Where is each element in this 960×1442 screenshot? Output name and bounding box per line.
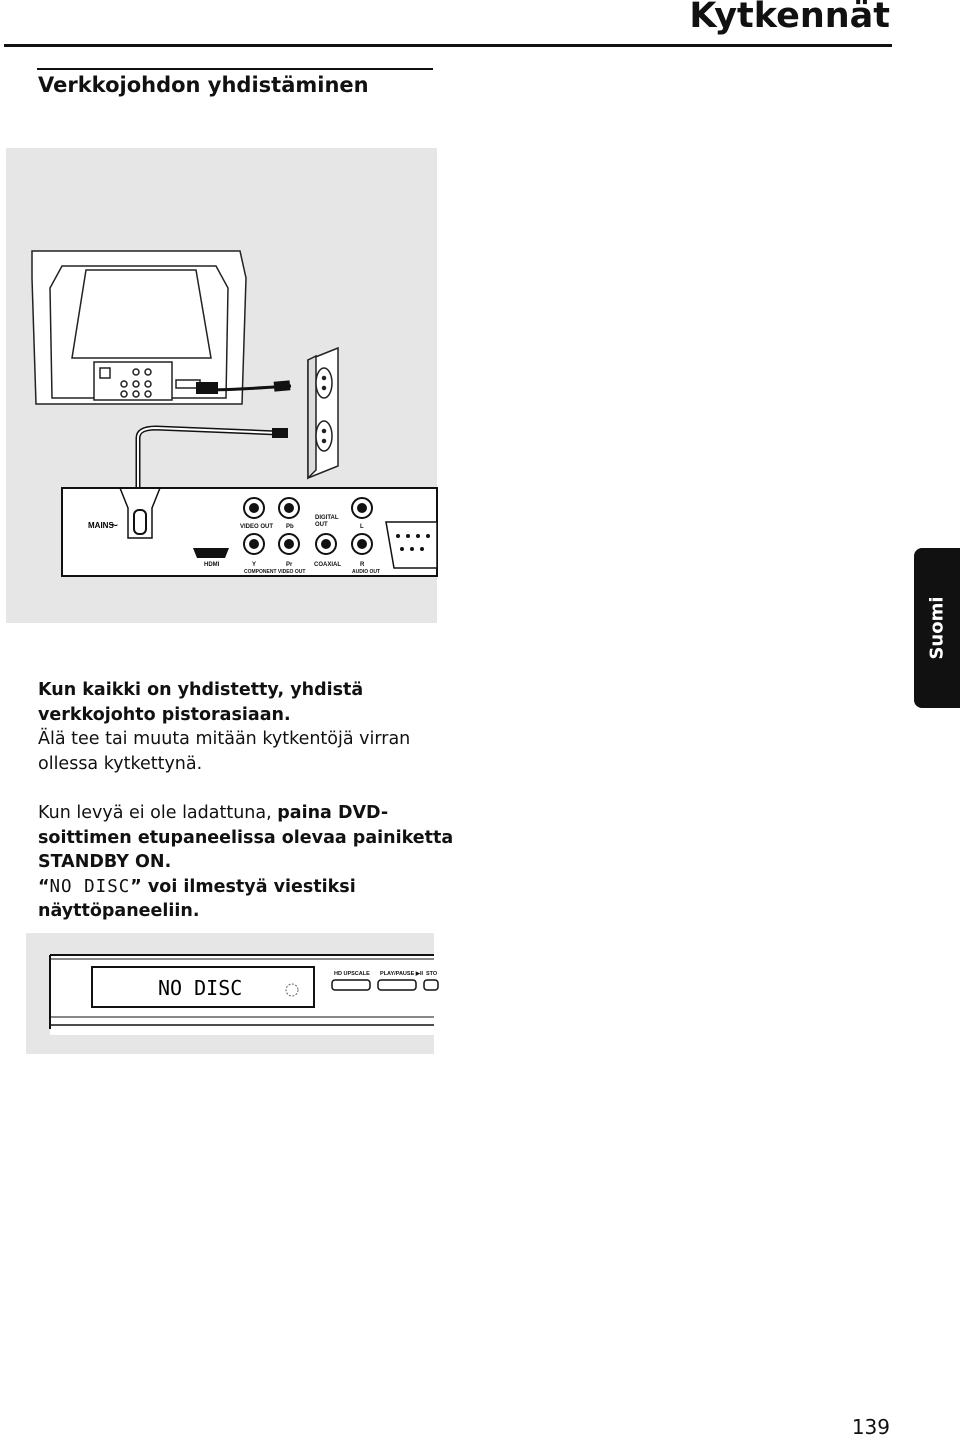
mains-label: MAINS bbox=[88, 521, 114, 530]
paragraph-2-end: voi ilmestyä viestiksi näyttöpaneeliin. bbox=[38, 876, 356, 921]
button-label-hd-upscale: HD UPSCALE bbox=[334, 971, 370, 977]
section-title: Verkkojohdon yhdistäminen bbox=[38, 73, 369, 97]
page-header-title: Kytkennät bbox=[689, 0, 890, 36]
quote-open: “ bbox=[38, 876, 50, 897]
button-label-play-pause: PLAY/PAUSE ▶II bbox=[380, 971, 424, 977]
page-number: 139 bbox=[851, 1415, 890, 1439]
button-label-stop: STO bbox=[426, 971, 438, 977]
label-pr: Pr bbox=[286, 562, 293, 568]
display-message: NO DISC bbox=[49, 876, 131, 897]
quote-close: ” bbox=[130, 876, 142, 897]
label-component-video-out: COMPONENT VIDEO OUT bbox=[244, 569, 306, 575]
label-coaxial: COAXIAL bbox=[314, 562, 341, 568]
front-panel-illustration bbox=[26, 933, 438, 1054]
label-digital: DIGITAL bbox=[315, 515, 339, 521]
paragraph-standby bbox=[38, 801, 458, 924]
play-pause-button bbox=[378, 980, 416, 990]
stop-button bbox=[424, 980, 438, 990]
label-pb: Pb bbox=[286, 524, 294, 530]
paragraph-2-bold: paina DVD-soittimen etupaneelissa olevaa painiketta STANDBY ON. bbox=[38, 803, 454, 872]
label-l: L bbox=[360, 524, 364, 530]
wall-socket-icon bbox=[308, 348, 338, 478]
tv-back-icon bbox=[32, 251, 246, 404]
paragraph-2-start: Kun levyä ei ole ladattuna, bbox=[38, 803, 278, 823]
label-video-out: VIDEO OUT bbox=[240, 524, 274, 530]
language-tab-label: Suomi bbox=[926, 596, 948, 660]
lcd-display-text: NO DISC bbox=[158, 976, 243, 1000]
connection-illustration bbox=[6, 148, 437, 623]
label-r: R bbox=[360, 562, 365, 568]
label-y: Y bbox=[252, 562, 257, 568]
label-audio-out: AUDIO OUT bbox=[352, 569, 381, 575]
hd-upscale-button bbox=[332, 980, 370, 990]
paragraph-1-bold: Kun kaikki on yhdistetty, yhdistä verkkojohto pistorasiaan. bbox=[38, 680, 364, 725]
label-out: OUT bbox=[315, 522, 328, 528]
label-hdmi: HDMI bbox=[204, 562, 220, 568]
tilde-symbol: ~ bbox=[110, 517, 119, 533]
section-top-rule bbox=[37, 68, 433, 70]
paragraph-1-note: Älä tee tai muuta mitään kytkentöjä virran ollessa kytkettynä. bbox=[38, 729, 411, 774]
paragraph-connect-mains bbox=[38, 678, 458, 776]
language-tab bbox=[914, 548, 960, 708]
header-rule bbox=[4, 44, 892, 47]
